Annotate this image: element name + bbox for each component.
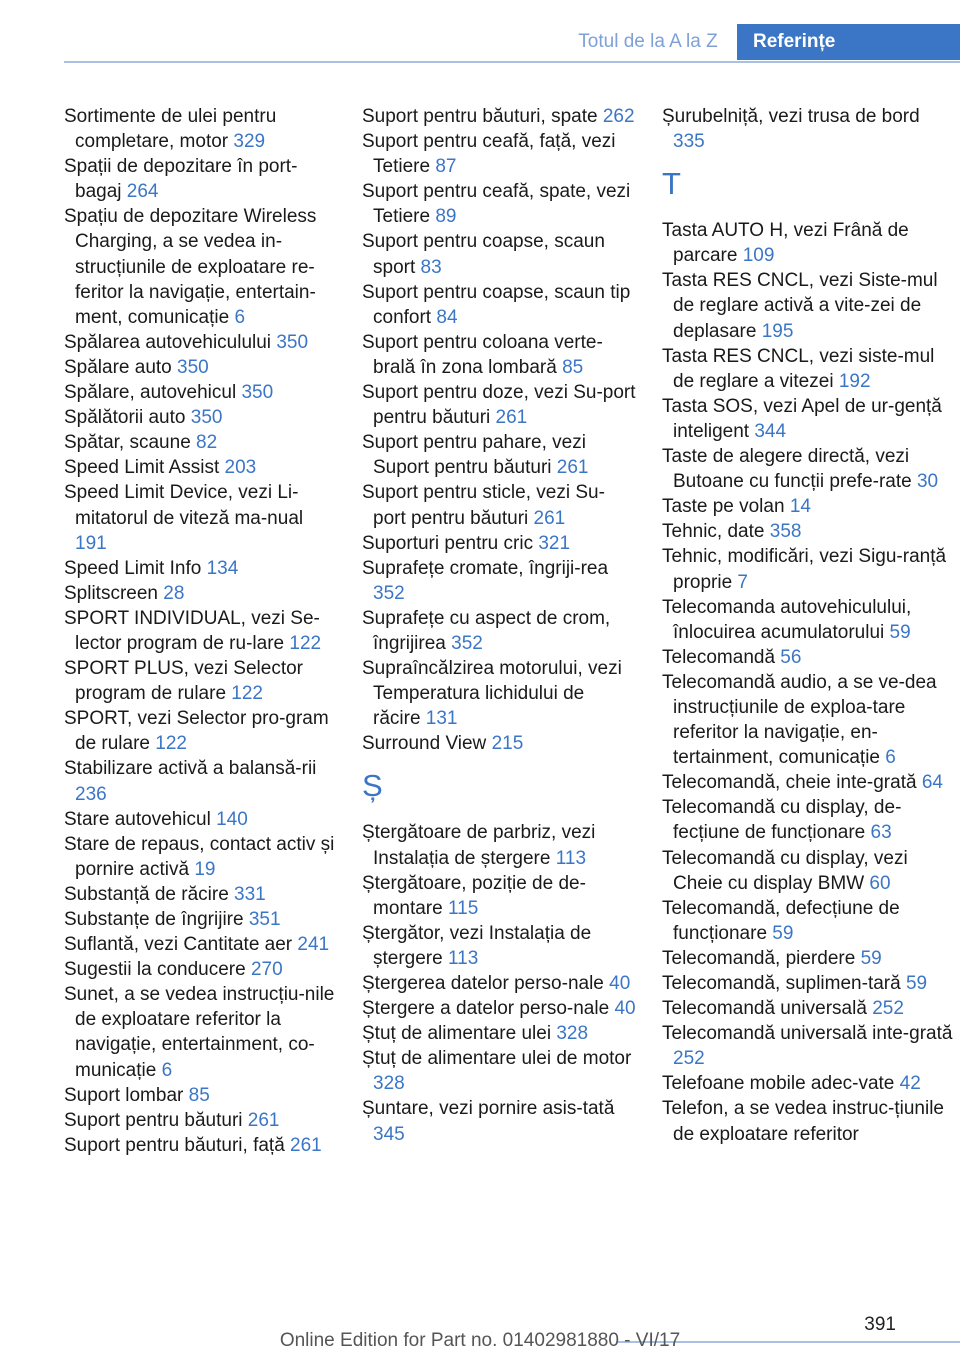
entry-text: Telecomandă cu display, vezi Cheie cu display BMW xyxy=(662,847,908,894)
index-entry xyxy=(362,871,636,921)
page-reference-link[interactable]: 131 xyxy=(425,708,458,730)
page-reference-link[interactable]: 262 xyxy=(602,106,635,127)
page-reference-link[interactable]: 195 xyxy=(761,320,794,342)
index-entry xyxy=(662,394,956,444)
page-reference-link[interactable]: 321 xyxy=(538,532,571,554)
index-entry xyxy=(662,444,956,494)
page-reference-link[interactable]: 261 xyxy=(495,407,528,429)
page-reference-link[interactable]: 56 xyxy=(780,646,802,668)
entry-text: Spălare, autovehicul xyxy=(64,382,242,404)
page-reference-link[interactable]: 264 xyxy=(126,181,159,203)
index-entry xyxy=(662,1096,956,1146)
index-entry xyxy=(362,129,636,179)
page-reference-link[interactable]: 89 xyxy=(435,206,457,228)
entry-text: Stare autovehicul xyxy=(64,808,217,830)
page-reference-link[interactable]: 261 xyxy=(247,1109,280,1131)
page-reference-link[interactable]: 84 xyxy=(436,306,458,328)
index-entry xyxy=(662,946,956,971)
index-entry xyxy=(64,556,336,581)
entry-text: Spațiu de depozitare Wireless Charging, a se vedea in-strucțiunile de exploatare re-feritor la navigație, entertain-ment, comunicație xyxy=(64,206,317,328)
page-reference-link[interactable]: 215 xyxy=(491,733,524,755)
entry-text: Ștergătoare, poziție de de-montare xyxy=(362,872,586,919)
entry-text: Ștergerea datelor perso-nale xyxy=(362,973,610,994)
entry-text: Tehnic, date xyxy=(662,521,770,543)
page-reference-link[interactable]: 82 xyxy=(196,432,218,454)
entry-text: Speed Limit Assist xyxy=(64,457,225,479)
header-divider xyxy=(64,61,960,63)
page-reference-link[interactable]: 63 xyxy=(870,822,892,844)
index-entry xyxy=(64,581,336,606)
index-entry xyxy=(64,1108,336,1133)
entry-text: Taste de alegere directă, vezi Butoane cu funcții prefe-rate xyxy=(662,446,917,493)
page-reference-link[interactable]: 64 xyxy=(921,772,943,794)
page-reference-link[interactable]: 344 xyxy=(754,420,787,442)
entry-text: Telecomandă, defecțiune de funcționare xyxy=(662,897,900,944)
index-entry xyxy=(662,971,956,996)
index-entry xyxy=(362,380,636,430)
entry-text: Telecomanda autovehiculului, înlocuirea acumulatorului xyxy=(662,596,912,643)
page-reference-link[interactable]: 85 xyxy=(188,1084,210,1106)
page-reference-link[interactable]: 358 xyxy=(769,521,802,543)
index-entry xyxy=(64,430,336,455)
entry-text: Suprafețe cromate, îngriji-rea xyxy=(362,557,609,579)
index-entry xyxy=(362,971,636,996)
index-entry xyxy=(64,706,336,756)
entry-text: Telecomandă, suplimen-tară xyxy=(662,973,906,994)
page-reference-link[interactable]: 59 xyxy=(889,621,911,643)
page-reference-link[interactable]: 42 xyxy=(899,1073,921,1095)
entry-text: Telefoane mobile adec-vate xyxy=(662,1073,900,1095)
entry-text: Suport lombar xyxy=(64,1084,189,1106)
index-entry xyxy=(362,229,636,279)
page-reference-link[interactable]: 351 xyxy=(248,909,281,930)
index-letter-heading: T xyxy=(662,166,681,202)
page-reference-link[interactable]: 236 xyxy=(75,783,107,805)
entry-text: Spălarea autovehiculului xyxy=(64,331,277,353)
index-column-1 xyxy=(64,104,336,1158)
entry-text: Suflantă, vezi Cantitate aer xyxy=(64,934,298,956)
page-reference-link[interactable]: 261 xyxy=(556,457,589,479)
entry-text: Supraîncălzirea motorului, vezi Temperatura lichidului de răcire xyxy=(362,658,622,730)
index-entry xyxy=(362,104,636,129)
page-reference-link[interactable]: 328 xyxy=(373,1073,405,1095)
index-entry xyxy=(64,330,336,355)
index-entry xyxy=(64,355,336,380)
page-reference-link[interactable]: 261 xyxy=(290,1134,322,1156)
index-entry xyxy=(662,846,956,896)
index-entry xyxy=(662,519,956,544)
entry-text: Suport pentru ceafă, față, vezi Tetiere xyxy=(362,131,616,178)
page-reference-link[interactable]: 345 xyxy=(373,1123,405,1145)
index-entry xyxy=(362,330,636,380)
index-entry xyxy=(662,218,956,268)
page-reference-link[interactable]: 85 xyxy=(562,356,584,378)
page-reference-link[interactable]: 40 xyxy=(614,998,636,1020)
index-entry xyxy=(362,430,636,480)
index-entry xyxy=(64,154,336,204)
entry-text: Taste pe volan xyxy=(662,496,790,518)
index-entry xyxy=(64,656,336,706)
entry-text: Ștergere a datelor perso-nale xyxy=(362,998,615,1020)
page-reference-link[interactable]: 350 xyxy=(276,331,309,353)
entry-text: Tasta RES CNCL, vezi Siste-mul de reglare activă a vite-zei de deplasare xyxy=(662,270,938,342)
index-entry xyxy=(662,1071,956,1096)
entry-text: Suport pentru băuturi, față xyxy=(64,1134,291,1156)
entry-text: Suport pentru pahare, vezi Suport pentru băuturi xyxy=(362,432,586,479)
chapter-tab: Referințe xyxy=(737,24,960,60)
index-entry xyxy=(662,645,956,670)
entry-text: Suport pentru coloana verte-brală în zona lombară xyxy=(362,331,603,378)
index-entry xyxy=(64,104,336,154)
index-entry xyxy=(662,595,956,645)
page-reference-link[interactable]: 122 xyxy=(155,733,187,755)
index-column-2 xyxy=(362,104,636,1147)
page-reference-link[interactable]: 122 xyxy=(289,632,322,654)
page-reference-link[interactable]: 59 xyxy=(905,973,928,994)
page-reference-link[interactable]: 352 xyxy=(451,632,483,654)
entry-text: Surround View xyxy=(362,733,492,755)
index-entry xyxy=(662,494,956,519)
page-reference-link[interactable]: 350 xyxy=(241,382,274,404)
entry-text: Tasta SOS, vezi Apel de ur-gență inteligent xyxy=(662,395,942,442)
entry-text: Speed Limit Info xyxy=(64,557,207,579)
entry-text: Telecomandă universală inte-grată xyxy=(662,1023,953,1045)
index-entry xyxy=(362,1096,636,1146)
entry-text: Tasta RES CNCL, vezi siste-mul de reglare a vitezei xyxy=(662,345,935,392)
page-reference-link[interactable]: 115 xyxy=(447,897,479,919)
page-reference-link[interactable]: 252 xyxy=(872,998,904,1020)
page-reference-link[interactable]: 335 xyxy=(673,131,705,153)
entry-text: Substanțe de îngrijire xyxy=(64,909,249,930)
entry-text: Șuntare, vezi pornire asis-tată xyxy=(362,1098,615,1120)
entry-text: Suport pentru coapse, scaun sport xyxy=(362,231,605,278)
index-entry xyxy=(662,896,956,946)
entry-text: Suport pentru coapse, scaun tip confort xyxy=(362,281,631,328)
entry-text: Telecomandă, cheie inte-grată xyxy=(662,772,922,794)
entry-text: Spătar, scaune xyxy=(64,432,197,454)
section-title: Totul de la A la Z xyxy=(578,31,718,52)
index-letter-heading: Ș xyxy=(362,768,383,804)
entry-text: Telefon, a se vedea instruc-țiunile de exploatare referitor xyxy=(662,1098,944,1145)
index-entry xyxy=(362,280,636,330)
entry-text: Stare de repaus, contact activ și pornire activă xyxy=(64,833,335,880)
page-reference-link[interactable]: 83 xyxy=(420,256,442,278)
entry-text: Telecomandă, pierdere xyxy=(662,947,861,969)
entry-text: Telecomandă audio, a se ve-dea instrucțiunile de exploa-tare referitor la navigație, en-tertainment, comunicație xyxy=(662,671,937,769)
index-entry xyxy=(64,480,336,555)
index-entry xyxy=(662,795,956,845)
page-reference-link[interactable]: 30 xyxy=(916,471,939,493)
index-entry xyxy=(362,179,636,229)
index-entry xyxy=(64,982,336,1082)
page-reference-link[interactable]: 350 xyxy=(177,356,209,378)
entry-text: Suport pentru băuturi xyxy=(64,1109,248,1131)
entry-text: Tehnic, modificări, vezi Sigu-ranță proprie xyxy=(662,546,947,593)
index-entry xyxy=(362,1046,636,1096)
index-entry xyxy=(362,1021,636,1046)
page-reference-link[interactable]: 328 xyxy=(556,1023,589,1045)
index-entry xyxy=(64,932,336,957)
index-entry xyxy=(64,606,336,656)
index-entry xyxy=(662,544,956,594)
index-entry xyxy=(362,656,636,731)
page-reference-link[interactable]: 203 xyxy=(224,457,257,479)
page-reference-link[interactable]: 350 xyxy=(190,407,223,429)
page-reference-link[interactable]: 40 xyxy=(609,973,631,994)
index-entry xyxy=(362,820,636,870)
page-reference-link[interactable]: 192 xyxy=(838,370,871,392)
page-reference-link[interactable]: 14 xyxy=(789,496,811,518)
index-entry xyxy=(662,344,956,394)
page-reference-link[interactable]: 113 xyxy=(447,947,479,969)
entry-text: Spălătorii auto xyxy=(64,407,191,429)
index-entry xyxy=(662,670,956,770)
entry-text: Telecomandă xyxy=(662,646,781,668)
page-reference-link[interactable]: 352 xyxy=(373,582,405,604)
index-entry xyxy=(64,957,336,982)
entry-text: Suport pentru băuturi, spate xyxy=(362,106,603,127)
index-entry xyxy=(64,380,336,405)
entry-text: Spălare auto xyxy=(64,356,178,378)
index-entry xyxy=(64,907,336,932)
page-reference-link[interactable]: 331 xyxy=(234,883,266,905)
index-entry xyxy=(64,455,336,480)
entry-text: Suport pentru doze, vezi Su-port pentru băuturi xyxy=(362,382,636,429)
index-entry xyxy=(362,731,636,756)
index-column-3 xyxy=(662,104,956,1147)
entry-text: Șurubelniță, vezi trusa de bord xyxy=(662,106,920,127)
page-reference-link[interactable]: 87 xyxy=(435,156,457,178)
page-reference-link[interactable]: 6 xyxy=(234,306,246,328)
page-reference-link[interactable]: 6 xyxy=(161,1059,173,1081)
entry-text: Speed Limit Device, vezi Li-mitatorul de viteză ma-nual xyxy=(64,482,304,529)
index-entry xyxy=(362,996,636,1021)
index-entry xyxy=(64,1133,336,1158)
index-entry xyxy=(362,531,636,556)
page-reference-link[interactable]: 28 xyxy=(163,582,185,604)
page-reference-link[interactable]: 329 xyxy=(233,131,266,153)
entry-text: Suprafețe cu aspect de crom, îngrijirea xyxy=(362,607,611,654)
page-reference-link[interactable]: 270 xyxy=(250,959,283,981)
index-entry xyxy=(64,405,336,430)
index-entry xyxy=(64,807,336,832)
index-entry xyxy=(662,268,956,343)
index-entry xyxy=(662,1021,956,1071)
index-entry xyxy=(64,882,336,907)
page-reference-link[interactable]: 134 xyxy=(206,557,239,579)
index-entry xyxy=(362,556,636,606)
entry-text: Telecomandă universală xyxy=(662,998,873,1020)
entry-text: Ștergător, vezi Instalația de ștergere xyxy=(362,922,592,969)
index-entry xyxy=(64,204,336,329)
page-reference-link[interactable]: 109 xyxy=(742,245,775,267)
page-reference-link[interactable]: 59 xyxy=(860,947,882,969)
entry-text: Substanță de răcire xyxy=(64,883,235,905)
page-reference-link[interactable]: 113 xyxy=(555,847,587,869)
entry-text: Suporturi pentru cric xyxy=(362,532,539,554)
entry-text: Stabilizare activă a balansă-rii xyxy=(64,758,317,780)
entry-text: Ștuț de alimentare ulei xyxy=(362,1023,557,1045)
entry-text: Suport pentru sticle, vezi Su-port pentru băuturi xyxy=(362,482,605,529)
index-entry xyxy=(362,480,636,530)
index-entry xyxy=(662,770,956,795)
page-reference-link[interactable]: 261 xyxy=(533,507,566,529)
entry-text: SPORT INDIVIDUAL, vezi Se-lector program de ru-lare xyxy=(64,607,320,654)
edition-note: Online Edition for Part no. 01402981880 - VI/17 xyxy=(279,1330,681,1351)
page-reference-link[interactable]: 19 xyxy=(194,858,216,880)
page-reference-link[interactable]: 140 xyxy=(216,808,248,830)
entry-text: Suport pentru ceafă, spate, vezi Tetiere xyxy=(362,181,631,228)
entry-text: Telecomandă cu display, de-fecțiune de funcționare xyxy=(662,797,902,844)
page-reference-link[interactable]: 241 xyxy=(297,934,330,956)
entry-text: Sunet, a se vedea instrucțiu-nile de exploatare referitor la navigație, entertainment, co-municație xyxy=(64,984,335,1081)
page-reference-link[interactable]: 191 xyxy=(75,532,107,554)
index-entry xyxy=(64,1083,336,1108)
page-reference-link[interactable]: 59 xyxy=(772,922,794,944)
entry-text: Tasta AUTO H, vezi Frână de parcare xyxy=(662,220,909,267)
page-number: 391 xyxy=(864,1314,896,1335)
entry-text: SPORT, vezi Selector pro-gram de rulare xyxy=(64,708,329,755)
entry-text: SPORT PLUS, vezi Selector program de rulare xyxy=(64,658,304,705)
index-entry xyxy=(64,832,336,882)
index-entry xyxy=(662,104,956,154)
page-reference-link[interactable]: 252 xyxy=(673,1048,705,1070)
page-reference-link[interactable]: 6 xyxy=(885,747,896,769)
entry-text: Splitscreen xyxy=(64,582,164,604)
entry-text: Ștergătoare de parbriz, vezi Instalația de ștergere xyxy=(362,822,596,869)
index-entry xyxy=(362,921,636,971)
entry-text: Sortimente de ulei pentru completare, motor xyxy=(64,106,277,153)
entry-text: Sugestii la conducere xyxy=(64,959,251,981)
page-reference-link[interactable]: 7 xyxy=(737,571,748,593)
page-header xyxy=(0,0,960,62)
entry-text: Spații de depozitare în port-bagaj xyxy=(64,156,298,203)
index-entry xyxy=(662,996,956,1021)
index-entry xyxy=(64,756,336,806)
page-reference-link[interactable]: 122 xyxy=(231,683,263,705)
entry-text: Ștuț de alimentare ulei de motor xyxy=(362,1048,632,1070)
index-entry xyxy=(362,606,636,656)
page-reference-link[interactable]: 60 xyxy=(869,872,891,894)
